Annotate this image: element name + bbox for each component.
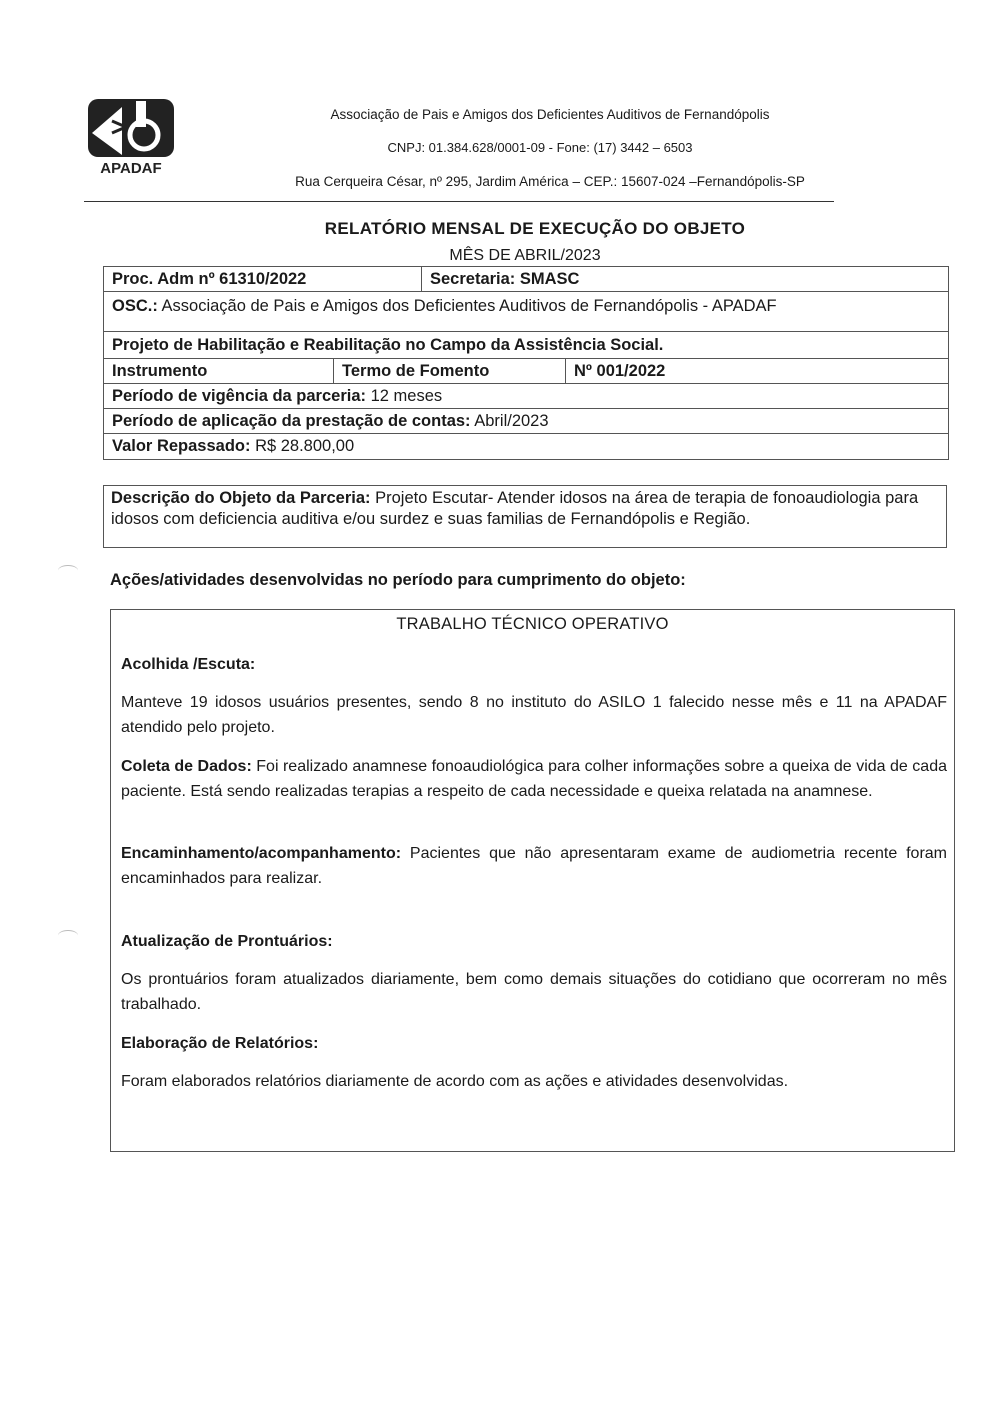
aplicacao-value: Abril/2023 — [470, 412, 549, 430]
scan-mark — [58, 930, 78, 941]
vigencia-cell — [104, 384, 946, 408]
trabalho-box — [110, 609, 955, 1152]
table-row — [104, 332, 948, 359]
coleta-text: Foi realizado anamnese fonoaudiológica para colher informações sobre a queixa de vida de cada paciente. Está sendo realizadas terapias a respeito de cada necessidade e queixa relatada na anamnese. — [121, 758, 948, 800]
instrumento-cell: Instrumento — [104, 359, 334, 383]
apadaf-logo — [86, 97, 176, 177]
vigencia-value: 12 meses — [366, 387, 443, 405]
logo-text: APADAF — [100, 160, 162, 177]
trabalho-title: TRABALHO TÉCNICO OPERATIVO — [396, 615, 669, 633]
numero-cell: Nº 001/2022 — [574, 362, 666, 380]
secretaria-cell: Secretaria: SMASC — [430, 270, 580, 288]
coleta-heading: Coleta de Dados: — [121, 758, 252, 775]
encaminhamento-paragraph — [121, 842, 947, 891]
valor-cell — [104, 434, 946, 459]
table-row — [104, 409, 948, 434]
elaboracao-heading: Elaboração de Relatórios: — [121, 1035, 319, 1052]
coleta-paragraph — [121, 755, 947, 804]
encaminhamento-text: Pacientes que não apresentaram exame de audiometria recente foram encaminhados para realizar. — [121, 845, 947, 887]
table-row — [104, 384, 948, 409]
vigencia-label: Período de vigência da parceria: — [112, 387, 367, 405]
table-row — [104, 359, 948, 384]
header-address: Rua Cerqueira César, nº 295, Jardim América – CEP.: 15607-024 –Fernandópolis-SP — [295, 174, 805, 189]
info-table — [103, 266, 949, 460]
report-title: RELATÓRIO MENSAL DE EXECUÇÃO DO OBJETO — [324, 219, 746, 238]
descricao-box — [103, 485, 947, 548]
header-org-name: Associação de Pais e Amigos dos Deficientes Auditivos de Fernandópolis — [330, 107, 770, 122]
report-subtitle: MÊS DE ABRIL/2023 — [449, 247, 601, 264]
acoes-heading: Ações/atividades desenvolvidas no período para cumprimento do objeto: — [110, 571, 686, 589]
termo-cell: Termo de Fomento — [334, 359, 566, 383]
encaminhamento-heading: Encaminhamento/acompanhamento: — [121, 845, 402, 862]
acolhida-text: Manteve 19 idosos usuários presentes, sendo 8 no instituto do ASILO 1 falecido nesse mês e 11 na APADAF atendido pelo projeto. — [121, 694, 947, 736]
osc-cell — [104, 294, 946, 318]
valor-value: R$ 28.800,00 — [250, 437, 355, 455]
valor-label: Valor Repassado: — [112, 437, 251, 455]
header-cnpj: CNPJ: 01.384.628/0001-09 - Fone: (17) 3442 – 6503 — [387, 140, 693, 155]
elaboracao-text: Foram elaborados relatórios diariamente de acordo com as ações e atividades desenvolvidas. — [121, 1073, 789, 1090]
acolhida-heading: Acolhida /Escuta: — [121, 656, 256, 673]
osc-value: Associação de Pais e Amigos dos Deficientes Auditivos de Fernandópolis - APADAF — [157, 297, 777, 315]
table-row — [104, 434, 948, 459]
proc-cell: Proc. Adm nº 61310/2022 — [104, 267, 422, 291]
atualizacao-heading: Atualização de Prontuários: — [121, 933, 333, 950]
header-divider — [84, 201, 834, 202]
aplicacao-label: Período de aplicação da prestação de contas: — [112, 412, 471, 430]
table-row — [104, 267, 948, 292]
descricao-label: Descrição do Objeto da Parceria: — [111, 489, 371, 507]
projeto-cell: Projeto de Habilitação e Reabilitação no Campo da Assistência Social. — [112, 336, 664, 354]
descricao-text: Projeto Escutar- Atender idosos na área de terapia de fonoaudiologia para idosos com deficiencia auditiva e/ou surdez e suas familias de Fernandópolis e Região. — [111, 489, 919, 528]
osc-label: OSC.: — [112, 297, 158, 315]
scan-mark — [58, 565, 78, 576]
table-row — [104, 292, 948, 332]
atualizacao-text: Os prontuários foram atualizados diariamente, bem como demais situações do cotidiano que ocorreram no mês trabalhado. — [121, 971, 947, 1013]
aplicacao-cell — [104, 409, 946, 433]
